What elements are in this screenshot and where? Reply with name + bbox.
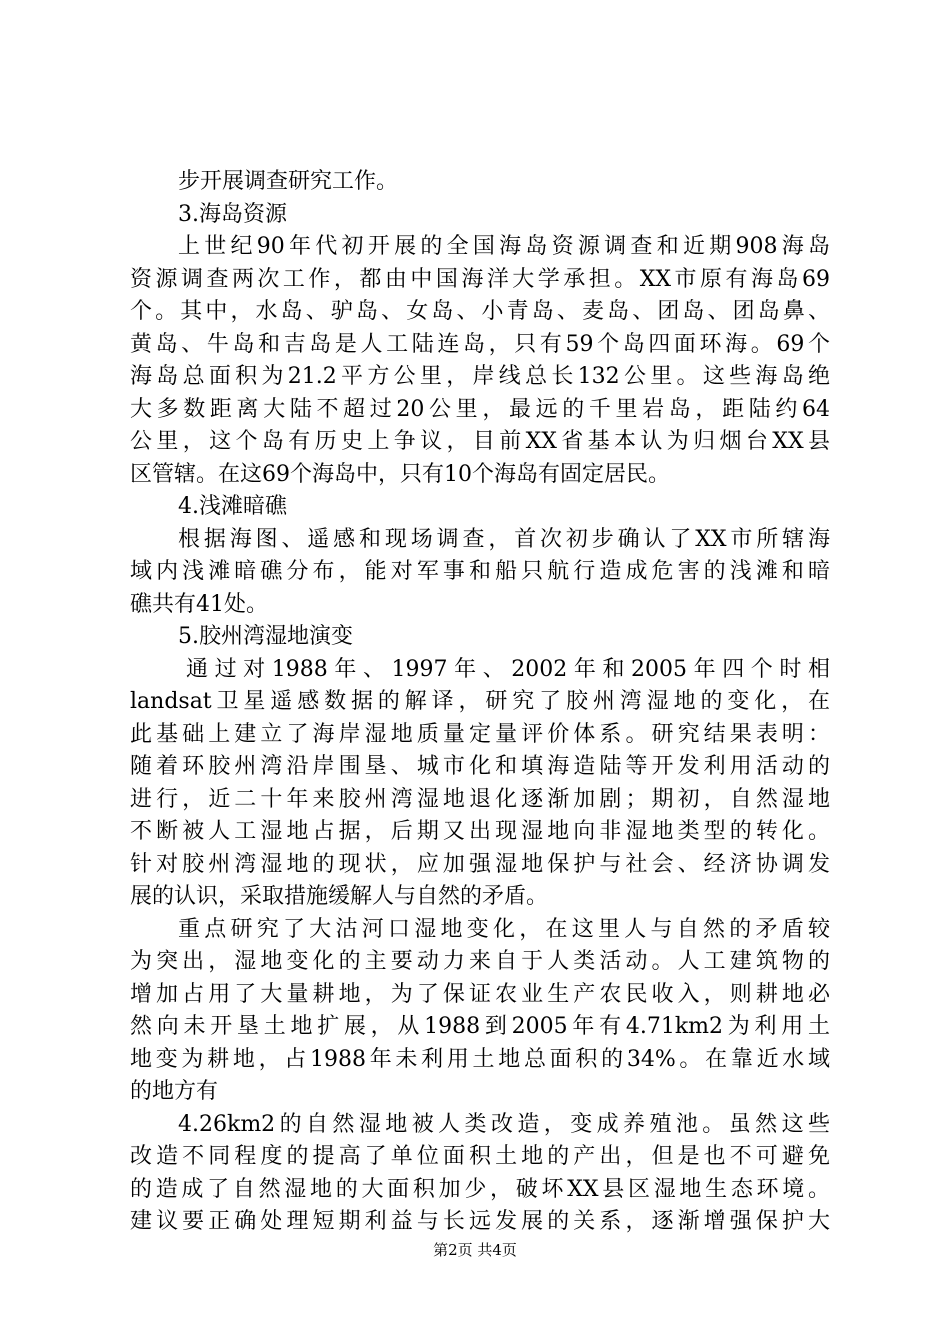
text-line: 资源调查两次工作，都由中国海洋大学承担。XX市原有海岛69 [130,266,830,292]
text-line: 进行，近二十年来胶州湾湿地退化逐渐加剧；期初，自然湿地 [130,786,830,812]
text-line: 3.海岛资源 [178,201,287,227]
text-line: 通过对1988年、1997年、2002年和2005年四个时相 [186,656,830,682]
text-line: 4.26km2的自然湿地被人类改造，变成养殖池。虽然这些 [178,1111,830,1137]
page-footer: 第2页 共4页 [433,1241,517,1259]
text-line: 5.胶州湾湿地演变 [178,624,353,649]
text-line: 个。其中，水岛、驴岛、女岛、小青岛、麦岛、团岛、团岛鼻、 [130,299,830,324]
text-line: 步开展调查研究工作。 [178,169,399,194]
text-line: 礁共有41处。 [130,591,268,617]
text-line: landsat卫星遥感数据的解译，研究了胶州湾湿地的变化，在 [130,689,830,714]
document-body [130,166,830,1239]
text-line: 4.浅滩暗礁 [178,494,287,519]
text-line: 公里，这个岛有历史上争议，目前XX省基本认为归烟台XX县 [130,429,830,454]
text-line: 建议要正确处理短期利益与长远发展的关系，逐渐增强保护大 [130,1209,830,1234]
text-line: 大多数距离大陆不超过20公里，最远的千里岩岛，距陆约64 [130,396,830,422]
text-line: 展的认识，采取措施缓解人与自然的矛盾。 [130,884,549,909]
text-line: 上世纪90年代初开展的全国海岛资源调查和近期908海岛 [178,234,830,259]
text-line: 然向未开垦土地扩展，从1988到2005年有4.71km2为利用土 [130,1014,830,1039]
text-line: 域内浅滩暗礁分布，能对军事和船只航行造成危害的浅滩和暗 [130,559,830,584]
text-line: 重点研究了大沽河口湿地变化，在这里人与自然的矛盾较 [178,916,830,942]
text-line: 针对胶州湾湿地的现状，应加强湿地保护与社会、经济协调发 [130,851,830,877]
text-line: 根据海图、遥感和现场调查，首次初步确认了XX市所辖海 [178,526,830,552]
text-line: 此基础上建立了海岸湿地质量定量评价体系。研究结果表明： [130,721,830,747]
text-line: 改造不同程度的提高了单位面积土地的产出，但是也不可避免 [130,1144,830,1169]
text-line: 黄岛、牛岛和吉岛是人工陆连岛，只有59个岛四面环海。69个 [130,331,830,357]
text-line: 海岛总面积为21.2平方公里，岸线总长132公里。这些海岛绝 [130,364,830,389]
text-line: 为突出，湿地变化的主要动力来自于人类活动。人工建筑物的 [130,949,830,974]
text-line: 区管辖。在这69个海岛中，只有10个海岛有固定居民。 [130,461,670,487]
text-line: 增加占用了大量耕地，为了保证农业生产农民收入，则耕地必 [130,981,830,1007]
text-line: 的造成了自然湿地的大面积加少，破坏XX县区湿地生态环境。 [130,1176,830,1202]
text-line: 的地方有 [130,1079,219,1104]
text-line: 不断被人工湿地占据，后期又出现湿地向非湿地类型的转化。 [130,819,830,844]
text-line: 随着环胶州湾沿岸围垦、城市化和填海造陆等开发利用活动的 [130,754,830,779]
text-line: 地变为耕地，占1988年未利用土地总面积的34%。在靠近水域 [130,1046,830,1072]
